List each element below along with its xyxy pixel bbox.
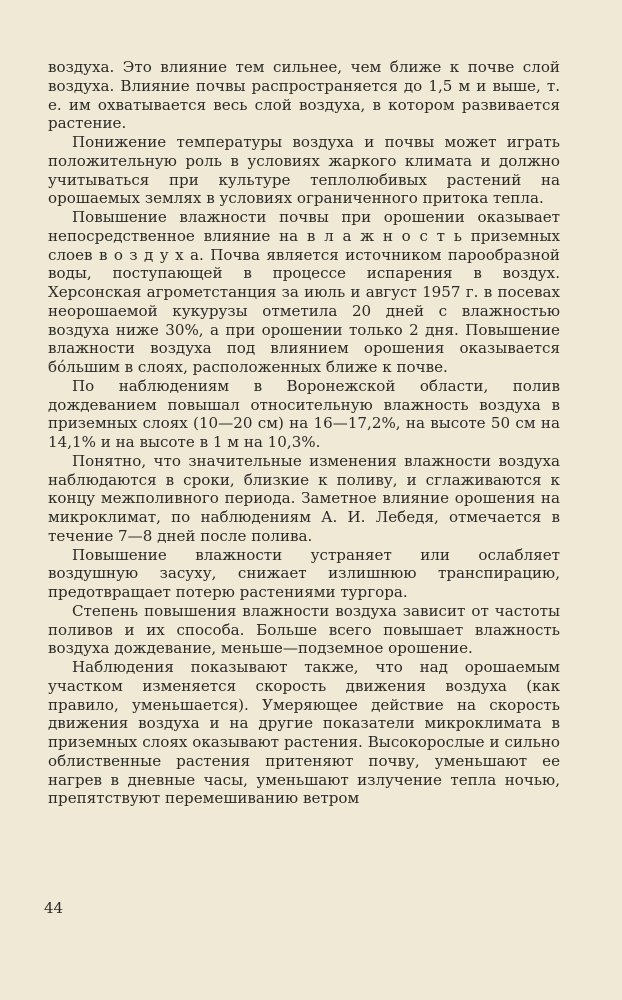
- paragraph-1: воздуха. Это влияние тем сильнее, чем ближе к почве слой воздуха. Влияние почвы распространяется до 1,5 м и выше, т. е. им охватывается весь слой воздуха, в котором развивается растение.: [48, 58, 560, 133]
- paragraph-7: Степень повышения влажности воздуха зависит от частоты поливов и их способа. Больше всего повышает влажность воздуха дождевание, меньше—подземное орошение.: [48, 601, 560, 658]
- body-text: [48, 58, 560, 808]
- page-number: 44: [44, 899, 64, 917]
- paragraph-2: Понижение температуры воздуха и почвы может играть положительную роль в условиях жаркого климата и должно учитываться при культуре теплолюбивых растений на орошаемых землях в условиях ограниченного притока тепла.: [48, 133, 560, 208]
- paragraph-4: По наблюдениям в Воронежской области, полив дождеванием повышал относительную влажность воздуха в приземных слоях (10—20 см) на 16—17,2%, на высоте 50 см на 14,1% и на высоте в 1 м на 10,3%.: [48, 376, 560, 451]
- paragraph-6: Повышение влажности устраняет или ослабляет воздушную засуху, снижает излишнюю транспирацию, предотвращает потерю растениями тургора.: [48, 545, 560, 601]
- paragraph-5: Понятно, что значительные изменения влажности воздуха наблюдаются в сроки, близкие к поливу, и сглаживаются к концу межполивного периода. Заметное влияние орошения на микроклимат, по наблюдениям А. И. Лебедя, отмечается в течение 7—8 дней после полива.: [48, 451, 560, 545]
- paragraph-3: Повышение влажности почвы при орошении оказывает непосредственное влияние на в л а ж н о с т ь приземных слоев в о з д у х а. Почва является источником парообразной воды, поступающей в процессе испарения в воздух. Херсонская агрометстанция за июль и август 1957 г. в посевах неорошаемой кукурузы отметила 20 дней с влажностью воздуха ниже 30%, а при орошении только 2 дня. Повышение влажности воздуха под влиянием орошения оказывается бо́льшим в слоях, расположенных ближе к почве.: [48, 208, 560, 376]
- paragraph-8: Наблюдения показывают также, что над орошаемым участком изменяется скорость движения воздуха (как правило, уменьшается). Умеряющее действие на скорость движения воздуха и на другие показатели микроклимата в приземных слоях оказывают растения. Высокорослые и сильно облиственные растения притеняют почву, уменьшают ее нагрев в дневные часы, уменьшают излучение тепла ночью, препятствуют перемешиванию ветром: [48, 658, 560, 808]
